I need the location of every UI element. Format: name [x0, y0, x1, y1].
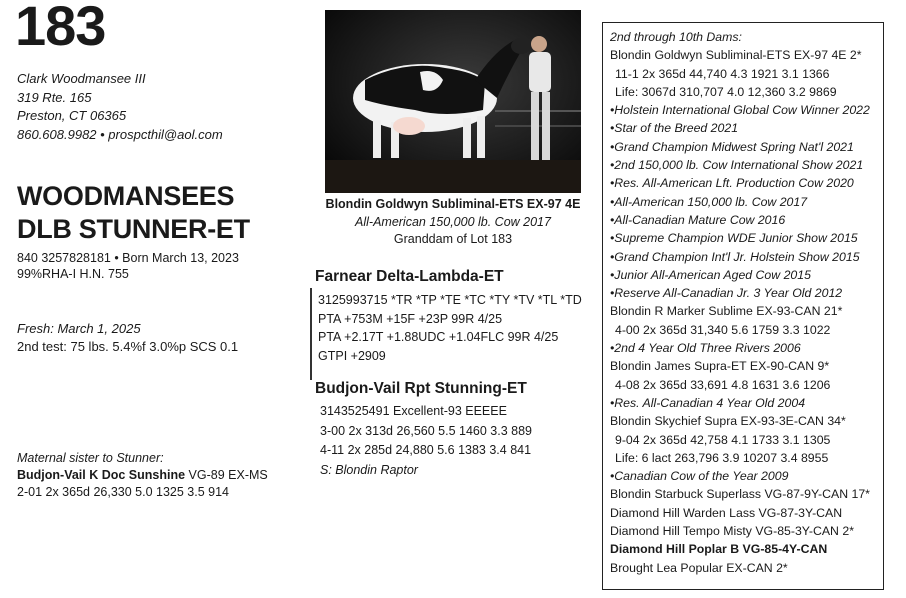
sire-line: PTA +2.17T +1.88UDC +1.04FLC 99R 4/25 [318, 330, 559, 344]
pedigree-line: •Grand Champion Int'l Jr. Holstein Show 2015 [610, 249, 860, 264]
dam-line: 3143525491 Excellent-93 EEEEE [320, 404, 507, 418]
pedigree-line: Blondin Skychief Supra EX-93-3E-CAN 34* [610, 414, 846, 429]
sire-line: GTPI +2909 [318, 348, 386, 363]
caption-name: Blondin Goldwyn Subliminal-ETS EX-97 4E [325, 197, 581, 211]
pedigree-line: 2nd through 10th Dams: [610, 30, 742, 44]
caption-relation: Granddam of Lot 183 [393, 232, 513, 246]
sister-score: VG-89 EX-MS [185, 468, 268, 482]
sister-name-line [17, 467, 268, 484]
animal-name-line1: WOODMANSEES [17, 181, 235, 211]
pedigree-line: •Junior All-American Aged Cow 2015 [610, 267, 811, 282]
pedigree-line: •Star of the Breed 2021 [610, 121, 739, 136]
pedigree-line: 11-1 2x 365d 44,740 4.3 1921 3.1 1366 [615, 66, 830, 81]
pedigree-line: •All-American 150,000 lb. Cow 2017 [610, 194, 808, 209]
fresh-date: Fresh: March 1, 2025 [17, 321, 141, 336]
pedigree-divider [310, 288, 312, 380]
sister-heading: Maternal sister to Stunner: [17, 451, 164, 465]
pedigree-line: Blondin R Marker Sublime EX-93-CAN 21* [610, 304, 843, 319]
sister-name: Budjon-Vail K Doc Sunshine [17, 468, 186, 482]
cow-photo-illustration [325, 10, 581, 193]
owner-block [17, 70, 223, 144]
dam-line: 3-00 2x 313d 26,560 5.5 1460 3.3 889 [320, 423, 532, 438]
caption-award: All-American 150,000 lb. Cow 2017 [355, 214, 551, 229]
pedigree-lines [610, 28, 870, 577]
pedigree-line: Diamond Hill Warden Lass VG-87-3Y-CAN [610, 505, 843, 520]
owner-street: 319 Rte. 165 [17, 89, 92, 105]
pedigree-line: 4-00 2x 365d 31,340 5.6 1759 3.3 1022 [615, 322, 831, 337]
dam-info [320, 402, 532, 480]
dam-sire: S: Blondin Raptor [320, 462, 418, 477]
animal-name-line2: DLB STUNNER-ET [17, 214, 250, 244]
owner-city: Preston, CT 06365 [17, 108, 127, 123]
pedigree-line: •2nd 4 Year Old Three Rivers 2006 [610, 341, 801, 356]
owner-name: Clark Woodmansee III [17, 71, 146, 86]
animal-info [17, 250, 239, 282]
pedigree-line: •Res. All-Canadian 4 Year Old 2004 [610, 395, 806, 410]
sire-line: 3125993715 *TR *TP *TE *TC *TY *TV *TL *TD [318, 293, 582, 307]
pedigree-line: •Reserve All-Canadian Jr. 3 Year Old 2012 [610, 286, 843, 301]
animal-name [17, 180, 250, 246]
pedigree-line: Blondin James Supra-ET EX-90-CAN 9* [610, 359, 830, 374]
pedigree-line: Diamond Hill Tempo Misty VG-85-3Y-CAN 2* [610, 524, 854, 539]
fresh-test: 2nd test: 75 lbs. 5.4%f 3.0%p SCS 0.1 [17, 339, 239, 354]
pedigree-line: •2nd 150,000 lb. Cow International Show 2021 [610, 158, 864, 173]
cow-photo [325, 10, 581, 193]
pedigree-line: 4-08 2x 365d 33,691 4.8 1631 3.6 1206 [615, 377, 831, 392]
dam-name: Budjon-Vail Rpt Stunning-ET [315, 380, 527, 397]
pedigree-line: Life: 6 lact 263,796 3.9 10207 3.4 8955 [615, 450, 829, 465]
pedigree-line: Life: 3067d 310,707 4.0 12,360 3.2 9869 [615, 84, 837, 99]
sire-name: Farnear Delta-Lambda-ET [315, 268, 504, 285]
owner-contact: 860.608.9982 • prospcthil@aol.com [17, 126, 223, 142]
lot-number: 183 [15, 0, 106, 57]
sister-record: 2-01 2x 365d 26,330 5.0 1325 3.5 914 [17, 485, 229, 499]
pedigree-line: •Canadian Cow of the Year 2009 [610, 469, 789, 484]
pedigree-line: •Res. All-American Lft. Production Cow 2020 [610, 176, 854, 191]
animal-rha: 99%RHA-I H.N. 755 [17, 267, 129, 281]
pedigree-line: •Grand Champion Midwest Spring Nat'l 2021 [610, 139, 854, 154]
pedigree-line: Blondin Goldwyn Subliminal-ETS EX-97 4E 2* [610, 48, 862, 63]
dam-line: 4-11 2x 285d 24,880 5.6 1383 3.4 841 [320, 443, 532, 457]
pedigree-line: 9-04 2x 365d 42,758 4.1 1733 3.1 1305 [615, 432, 831, 447]
pedigree-line: Diamond Hill Poplar B VG-85-4Y-CAN [610, 542, 828, 557]
pedigree-line: •Holstein International Global Cow Winner 2022 [610, 103, 870, 118]
maternal-sister-block [17, 450, 268, 501]
sire-info [318, 291, 582, 365]
fresh-block [17, 320, 238, 356]
pedigree-line: Blondin Starbuck Superlass VG-87-9Y-CAN 17* [610, 487, 870, 502]
sire-line: PTA +753M +15F +23P 99R 4/25 [318, 311, 503, 326]
pedigree-line: •All-Canadian Mature Cow 2016 [610, 212, 786, 227]
photo-caption [313, 196, 593, 249]
pedigree-line: •Supreme Champion WDE Junior Show 2015 [610, 231, 858, 246]
pedigree-line: Brought Lea Popular EX-CAN 2* [610, 560, 788, 575]
animal-id-birth: 840 3257828181 • Born March 13, 2023 [17, 251, 239, 265]
